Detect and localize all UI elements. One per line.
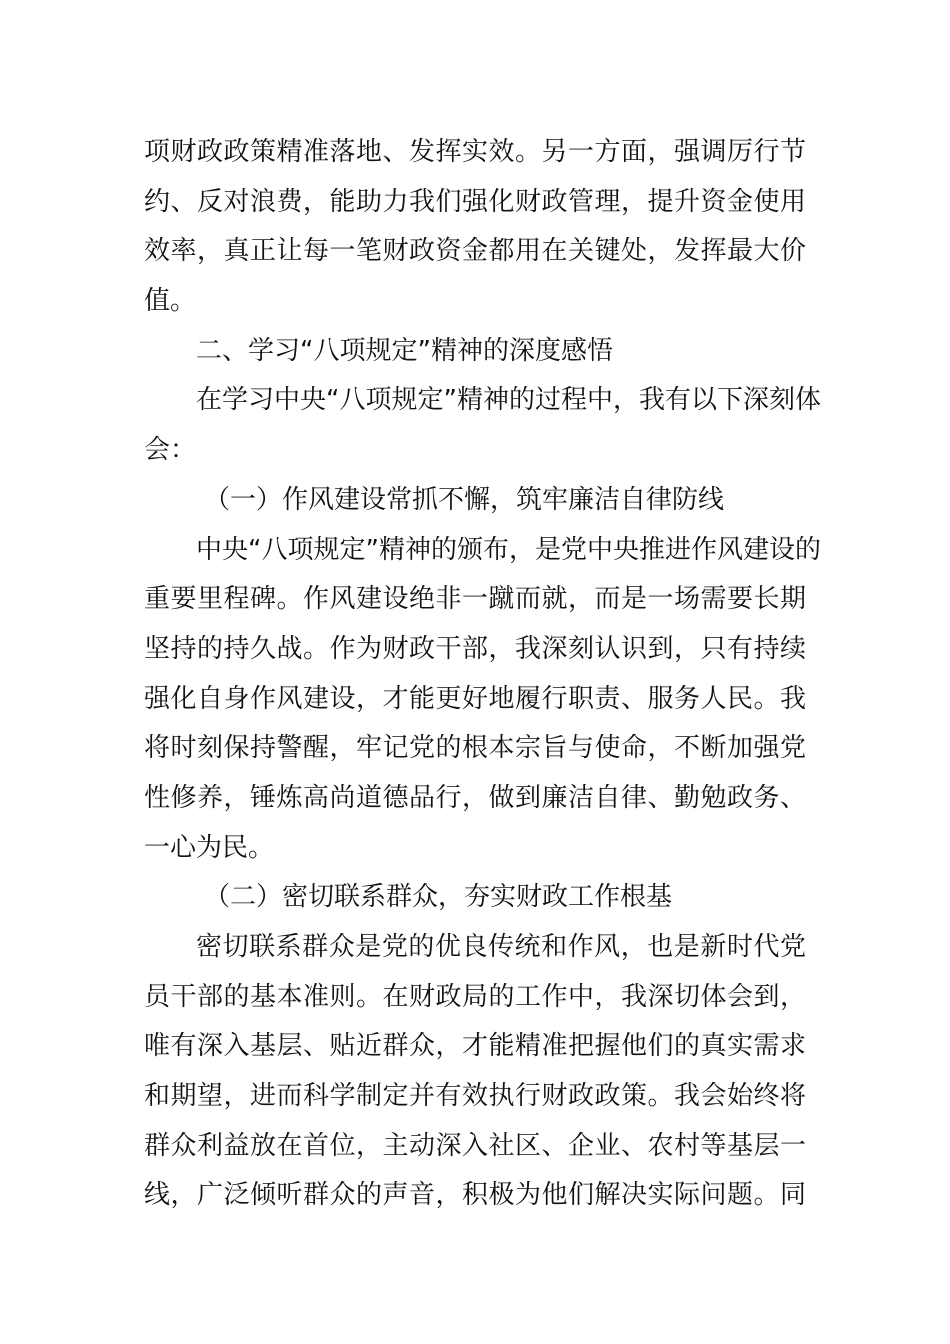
text-line: 会： [144,435,197,466]
text-line: 群众利益放在首位，主动深入社区、企业、农村等基层一 [144,1130,806,1161]
text-line: 性修养，锤炼高尚道德品行，做到廉洁自律、勤勉政务、 [144,782,806,813]
text-line: 一心为民。 [144,832,275,863]
text-line: 在学习中央“八项规定”精神的过程中，我有以下深刻体 [196,385,821,416]
text-line: 将时刻保持警醒，牢记党的根本宗旨与使命，不断加强党 [144,733,806,764]
text-line: 和期望，进而科学制定并有效执行财政政策。我会始终将 [144,1081,806,1112]
subsection-heading: （二）密切联系群众，夯实财政工作根基 [204,882,673,913]
section-heading: 二、学习“八项规定”精神的深度感悟 [196,335,613,366]
text-line: 密切联系群众是党的优良传统和作风，也是新时代党 [196,932,806,962]
text-line: 强化自身作风建设，才能更好地履行职责、服务人民。我 [144,683,806,714]
text-line: 中央“八项规定”精神的颁布，是党中央推进作风建设的 [196,534,821,565]
document-body [144,128,821,1221]
text-line: 线，广泛倾听群众的声音，积极为他们解决实际问题。同 [144,1180,806,1211]
subsection-heading: （一）作风建设常抓不懈，筑牢廉洁自律防线 [204,484,725,515]
text-line: 重要里程碑。作风建设绝非一蹴而就，而是一场需要长期 [144,584,806,615]
text-line: 值。 [144,286,197,317]
text-line: 效率，真正让每一笔财政资金都用在关键处，发挥最大价 [144,236,806,267]
text-line: 唯有深入基层、贴近群众，才能精准把握他们的真实需求 [144,1031,806,1062]
text-line: 坚持的持久战。作为财政干部，我深刻认识到，只有持续 [144,633,806,664]
text-line: 约、反对浪费，能助力我们强化财政管理，提升资金使用 [144,186,806,217]
text-line: 员干部的基本准则。在财政局的工作中，我深切体会到， [144,981,806,1012]
text-line: 项财政政策精准落地、发挥实效。另一方面，强调厉行节 [144,137,806,167]
